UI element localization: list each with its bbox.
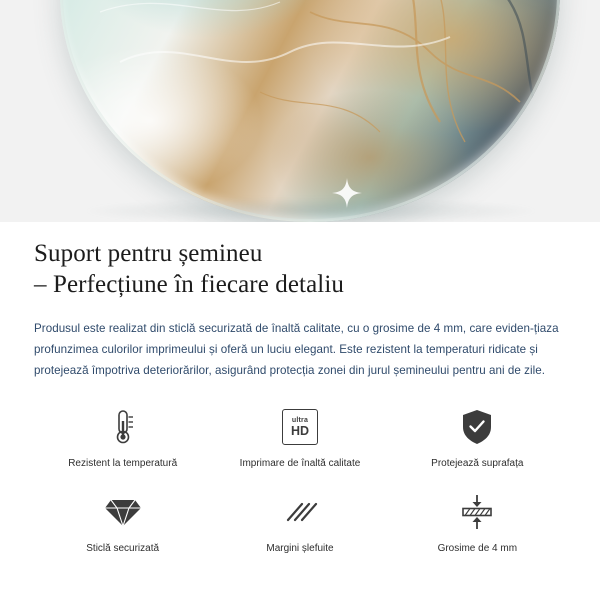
- description-paragraph: Produsul este realizat din sticlă securizată de înaltă calitate, cu o grosime de 4 mm, care eviden-țiaza profunzimea culorilor imprimeului și oferă un luciu elegant. Este rezistent la temperaturi ridicate și protejează împotriva deteriorărilor, asigurând protecția zonei din jurul șemineului pentru ani de zile.: [34, 322, 559, 377]
- feature-item-thickness: [389, 484, 566, 565]
- polished-edges-icon: [282, 490, 318, 534]
- feature-label: Sticlă securizată: [86, 543, 160, 554]
- shield-check-icon: [459, 405, 495, 449]
- ultra-hd-bottom-text: HD: [290, 423, 310, 438]
- feature-label: Protejează suprafața: [431, 458, 524, 469]
- feature-item-surface-protection: [389, 399, 566, 480]
- page-title: [34, 238, 566, 300]
- content-block: [0, 238, 600, 565]
- feature-label: Rezistent la temperatură: [68, 458, 178, 469]
- feature-item-tempered-glass: [34, 484, 211, 565]
- headline-line-1: Suport pentru șemineu: [34, 240, 263, 267]
- panel-drop-shadow: [86, 198, 536, 222]
- feature-grid: [34, 399, 566, 565]
- hero-image: [0, 0, 600, 222]
- diamond-icon: [103, 490, 143, 534]
- thermometer-icon: [106, 405, 140, 449]
- ultra-hd-icon: [282, 405, 318, 449]
- feature-label: Grosime de 4 mm: [437, 543, 518, 554]
- feature-label: Imprimare de înaltă calitate: [239, 458, 361, 469]
- thickness-arrows-icon: [458, 490, 496, 534]
- glass-panel-artwork: [60, 0, 560, 222]
- marble-veins-decoration: [60, 0, 560, 222]
- headline-line-2: – Perfecțiune în fiecare detaliu: [34, 271, 344, 298]
- feature-item-print-quality: [211, 399, 388, 480]
- feature-item-polished-edges: [211, 484, 388, 565]
- feature-label: Margini șlefuite: [266, 543, 334, 554]
- feature-item-temperature: [34, 399, 211, 480]
- ultra-hd-top-text: ultra: [291, 416, 309, 424]
